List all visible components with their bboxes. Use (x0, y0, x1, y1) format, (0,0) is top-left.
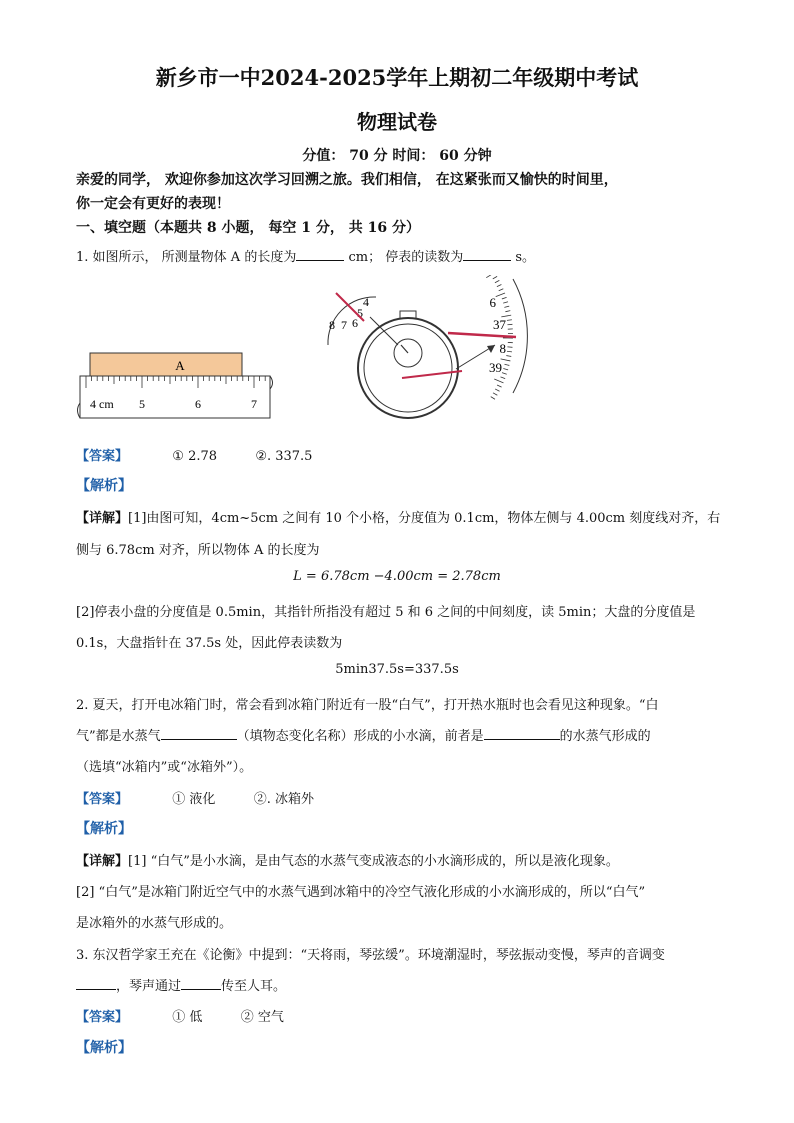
outer-dial-tick (495, 280, 499, 282)
q2-blank-1[interactable] (161, 727, 237, 740)
exam-title: 新乡市一中2024-2025学年上期初二年级期中考试 (155, 65, 639, 90)
q2-answer-2: ②. 冰箱外 (253, 792, 314, 807)
q1-formula-2: 5min37.5s=337.5s (335, 662, 459, 677)
inner-dial-label-6: 6 (352, 316, 358, 330)
outer-dial-tick (486, 275, 494, 278)
ruler-label-5: 5 (139, 397, 145, 411)
outer-dial-tick (502, 373, 507, 375)
outer-dial-tick (493, 276, 497, 278)
outer-dial-tick (506, 356, 511, 357)
q2-analysis-tag: 【解析】 (76, 821, 132, 837)
q2-answer-1: ① 液化 (172, 792, 216, 807)
q2-text-a: 气”都是水蒸气 (76, 729, 161, 744)
q2-detail-tag: 【详解】 (76, 854, 129, 869)
outer-dial-tick (499, 289, 504, 291)
greeting-line-1: 亲爱的同学， 欢迎你参加这次学习回溯之旅。我们相信， 在这紧张而又愉快的时间里， (76, 172, 618, 188)
q1-formula-1: L = 6.78cm −4.00cm = 2.78cm (293, 569, 501, 584)
outer-dial-tick (501, 377, 506, 379)
exam-meta: 分值： 70 分 时间： 60 分钟 (302, 148, 492, 164)
outer-dial-label-37: 37 (493, 317, 506, 332)
outer-dial-tick (503, 368, 508, 369)
outer-dial-tick (504, 364, 509, 365)
q2-answer-row (76, 788, 314, 807)
q1-answer-row (76, 445, 312, 464)
outer-dial-tick (501, 359, 511, 361)
outer-dial-tick (493, 393, 497, 395)
q1-detail-tag: 【详解】 (76, 511, 129, 526)
outer-dial-tick (507, 320, 512, 321)
q1-answer-2: ②. 337.5 (255, 449, 313, 464)
ruler-label-4: 4 cm (90, 397, 114, 411)
exam-subtitle: 物理试卷 (357, 110, 437, 134)
q3-answer-2: ② 空气 (240, 1010, 284, 1025)
section-heading: 一、填空题（本题共 8 小题， 每空 1 分， 共 16 分） (76, 220, 420, 236)
outer-dial-tick (495, 389, 499, 391)
q2-text-c: 的水蒸气形成的 (559, 729, 651, 744)
q3-analysis-tag: 【解析】 (76, 1040, 132, 1056)
q1-text-b: cm； 停表的读数为 (348, 250, 464, 265)
q2-detail-line-3: 是冰箱外的水蒸气形成的。 (76, 916, 233, 931)
inner-dial-label-5: 5 (357, 306, 363, 320)
q2-answer-tag: 【答案】 (76, 792, 129, 807)
q2-detail-line-1 (76, 850, 619, 869)
outer-dial-tick (504, 306, 509, 307)
q2-detail-line-2: [2] “白气”是冰箱门附近空气中的水蒸气遇到冰箱中的冷空气液化形成的小水滴形成的，所以“白气” (76, 885, 646, 900)
outer-dial-tick (497, 385, 502, 387)
q2-line-3: （选填“冰箱内”或“冰箱外”）。 (76, 760, 253, 775)
outer-dial-tick (491, 397, 495, 400)
q3-answer-1: ① 低 (172, 1010, 203, 1025)
q1-analysis-tag: 【解析】 (76, 478, 132, 494)
q2-text-b: （填物态变化名称）形成的小水滴，前者是 (236, 729, 484, 744)
outer-dial-label-8: 8 (499, 341, 506, 356)
q1-figure (70, 275, 550, 425)
question-1 (76, 246, 535, 265)
q3-line-1: 3. 东汉哲学家王充在《论衡》中提到：“天将雨，琴弦缓”。环境潮湿时，琴弦振动变慢，琴声的音调变 (76, 948, 665, 963)
inner-dial-label-4: 4 (363, 295, 369, 309)
greeting-line-2: 你一定会有更好的表现！ (76, 196, 230, 212)
outer-dial-tick (502, 297, 507, 299)
block-a (90, 353, 242, 376)
ruler-label-7: 7 (251, 397, 257, 411)
q1-detail-line-2: 侧与 6.78cm 对齐，所以物体 A 的长度为 (76, 543, 320, 558)
q2-line-1: 2. 夏天，打开电冰箱门时，常会看到冰箱门附近有一股“白气”，打开热水瓶时也会看见这种现象。“白 (76, 698, 659, 713)
outer-dial-pointer (448, 333, 516, 337)
q3-answer-tag: 【答案】 (76, 1010, 129, 1025)
outer-dial-tick (496, 293, 505, 297)
block-a-label: A (175, 358, 185, 373)
ruler-label-6: 6 (195, 397, 201, 411)
q1-detail-line-1 (76, 507, 720, 526)
q1-answer-1: ① 2.78 (172, 449, 218, 464)
q3-blank-2[interactable] (181, 977, 221, 990)
q3-text-b: 传至人耳。 (221, 979, 287, 994)
q1-detail-line-4: 0.1s，大盘指针在 37.5s 处，因此停表读数为 (76, 636, 343, 651)
q3-blank-1[interactable] (76, 977, 116, 990)
outer-dial-label-39: 39 (489, 360, 502, 375)
outer-dial-tick (497, 285, 502, 287)
q1-text-c: s。 (515, 250, 536, 265)
q3-answer-row (76, 1006, 284, 1025)
outer-dial-label-6: 6 (489, 295, 496, 310)
q1-detail-line-3: [2]停表小盘的分度值是 0.5min，其指针所指没有超过 5 和 6 之间的中间刻度，读 5min；大盘的分度值是 (76, 605, 696, 620)
q1-text-a: 1. 如图所示， 所测量物体 A 的长度为 (76, 250, 297, 265)
q2-detail-text-1: [1] “白气”是小水滴，是由气态的水蒸气变成液态的小水滴形成的，所以是液化现象。 (128, 854, 619, 869)
q1-answer-tag: 【答案】 (76, 449, 129, 464)
inner-dial-label-8: 8 (329, 318, 335, 332)
q3-text-a: ，琴声通过 (116, 979, 182, 994)
outer-dial-tick (503, 302, 508, 303)
q2-line-2 (76, 725, 651, 744)
outer-dial-tick (494, 379, 503, 383)
q3-line-2 (76, 975, 286, 994)
stopwatch-face (364, 324, 452, 412)
inner-dial-label-7: 7 (341, 318, 347, 332)
q1-detail-text-1: [1]由图可知，4cm~5cm 之间有 10 个小格，分度值为 0.1cm，物体左侧与 4.00cm 刻度线对齐，右 (128, 511, 721, 526)
q1-blank-1[interactable] (296, 248, 344, 261)
outer-dial-tick (507, 351, 512, 352)
q1-blank-2[interactable] (463, 248, 511, 261)
q2-blank-2[interactable] (484, 727, 560, 740)
outer-dial-tick (505, 311, 510, 312)
